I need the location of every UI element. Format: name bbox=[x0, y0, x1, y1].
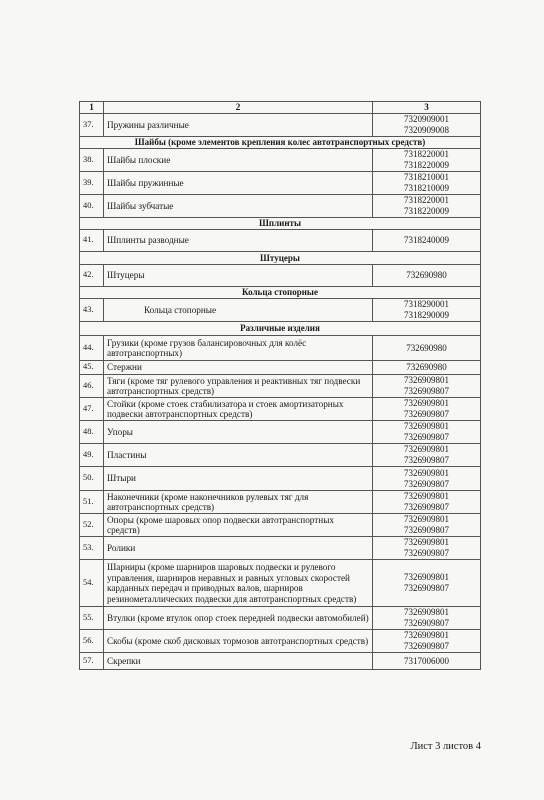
tn-ved-code: 732690980 bbox=[406, 342, 447, 353]
table-row bbox=[80, 375, 481, 398]
tn-ved-code: 7326909807 bbox=[404, 432, 449, 442]
tn-ved-codes bbox=[373, 514, 481, 537]
item-name: Скрепки bbox=[104, 653, 373, 670]
row-number: 47. bbox=[80, 398, 104, 421]
tn-ved-codes bbox=[373, 172, 481, 195]
tn-ved-code: 7318220001 bbox=[404, 149, 449, 159]
tn-ved-code: 7326909801 bbox=[404, 421, 449, 431]
tn-ved-codes bbox=[373, 230, 481, 252]
row-number: 42. bbox=[80, 265, 104, 287]
section-header-row bbox=[80, 252, 481, 265]
row-number: 41. bbox=[80, 230, 104, 252]
table-row bbox=[80, 299, 481, 322]
table-header-row bbox=[80, 102, 481, 114]
table-row bbox=[80, 421, 481, 444]
tn-ved-code: 7326909807 bbox=[404, 583, 449, 593]
table-row bbox=[80, 607, 481, 630]
tn-ved-code: 7320909008 bbox=[404, 125, 449, 135]
tn-ved-codes bbox=[373, 444, 481, 467]
table-row bbox=[80, 537, 481, 560]
item-name: Упоры bbox=[104, 421, 373, 444]
tn-ved-code: 7318220009 bbox=[404, 160, 449, 170]
item-name: Пластины bbox=[104, 444, 373, 467]
row-number: 48. bbox=[80, 421, 104, 444]
tn-ved-codes bbox=[373, 299, 481, 322]
tn-ved-code: 732690980 bbox=[406, 362, 447, 372]
section-title: Шплинты bbox=[80, 218, 481, 230]
item-name: Шайбы плоские bbox=[104, 149, 373, 172]
tn-ved-code: 7326909807 bbox=[404, 548, 449, 558]
tn-ved-code: 7326909807 bbox=[404, 409, 449, 419]
table-row bbox=[80, 149, 481, 172]
tn-ved-codes bbox=[373, 467, 481, 491]
tn-ved-code: 7320909001 bbox=[404, 114, 449, 124]
item-name: Тяги (кроме тяг рулевого управления и реактивных тяг подвески автотранспортных средств) bbox=[104, 375, 373, 398]
row-number: 45. bbox=[80, 361, 104, 375]
tn-ved-codes bbox=[373, 630, 481, 653]
tn-ved-code: 732690980 bbox=[406, 270, 447, 280]
table-row bbox=[80, 114, 481, 137]
row-number: 40. bbox=[80, 195, 104, 218]
section-title: Различные изделия bbox=[80, 322, 481, 336]
row-number: 49. bbox=[80, 444, 104, 467]
tn-ved-code: 7326909807 bbox=[404, 641, 449, 651]
item-name: Шарниры (кроме шарниров шаровых подвески и рулевого управления, шарниров неравных и равных угловых скоростей карданных передач и приводных валов, шарниров резинометаллических подвески для автотранспортных средств) bbox=[104, 560, 373, 607]
table-row bbox=[80, 560, 481, 607]
table-row bbox=[80, 230, 481, 252]
row-number: 51. bbox=[80, 491, 104, 514]
section-title: Шайбы (кроме элементов крепления колес автотранспортных средств) bbox=[80, 137, 481, 149]
row-number: 50. bbox=[80, 467, 104, 491]
tn-ved-code: 7326909807 bbox=[404, 386, 449, 396]
item-name: Шайбы зубчатые bbox=[104, 195, 373, 218]
tn-ved-code: 7326909807 bbox=[404, 525, 449, 535]
tn-ved-codes bbox=[373, 375, 481, 398]
row-number: 57. bbox=[80, 653, 104, 670]
tn-ved-codes bbox=[373, 149, 481, 172]
table-row bbox=[80, 653, 481, 670]
section-title: Кольца стопорные bbox=[80, 287, 481, 299]
item-name: Наконечники (кроме наконечников рулевых тяг для автотранспортных средств) bbox=[104, 491, 373, 514]
tn-ved-codes bbox=[373, 336, 481, 361]
item-name: Стержни bbox=[104, 361, 373, 375]
tn-ved-code: 7318210001 bbox=[404, 172, 449, 182]
row-number: 38. bbox=[80, 149, 104, 172]
tn-ved-code: 7326909807 bbox=[404, 455, 449, 465]
tn-ved-code: 7318210009 bbox=[404, 183, 449, 193]
table-row bbox=[80, 336, 481, 361]
table-row bbox=[80, 467, 481, 491]
row-number: 54. bbox=[80, 560, 104, 607]
header-col-3: 3 bbox=[373, 102, 481, 114]
tn-ved-code: 7317006000 bbox=[404, 655, 449, 666]
header-col-1: 1 bbox=[80, 102, 104, 114]
tn-ved-codes bbox=[373, 491, 481, 514]
tn-ved-code: 7326909801 bbox=[404, 375, 449, 385]
item-name: Стойки (кроме стоек стабилизатора и стоек амортизаторных подвески автотранспортных средств) bbox=[104, 398, 373, 421]
header-col-2: 2 bbox=[104, 102, 373, 114]
tn-ved-code: 7326909801 bbox=[404, 572, 449, 582]
tn-ved-code: 7326909801 bbox=[404, 514, 449, 524]
row-number: 52. bbox=[80, 514, 104, 537]
tn-ved-codes bbox=[373, 361, 481, 375]
tn-ved-code: 7318290009 bbox=[404, 310, 449, 320]
tn-ved-codes bbox=[373, 607, 481, 630]
tn-ved-code: 7326909801 bbox=[404, 444, 449, 454]
item-name: Грузики (кроме грузов балансировочных для колёс автотранспортных) bbox=[104, 336, 373, 361]
row-number: 56. bbox=[80, 630, 104, 653]
tn-ved-code: 7318220009 bbox=[404, 206, 449, 216]
item-name: Пружины различные bbox=[104, 114, 373, 137]
item-name: Опоры (кроме шаровых опор подвески автотранспортных средств) bbox=[104, 514, 373, 537]
tn-ved-code: 7326909801 bbox=[404, 467, 449, 478]
tn-ved-codes bbox=[373, 421, 481, 444]
table-row bbox=[80, 491, 481, 514]
row-number: 37. bbox=[80, 114, 104, 137]
row-number: 46. bbox=[80, 375, 104, 398]
tn-ved-codes bbox=[373, 265, 481, 287]
section-header-row bbox=[80, 287, 481, 299]
item-name: Штуцеры bbox=[104, 265, 373, 287]
item-name: Шплинты разводные bbox=[104, 230, 373, 252]
row-number: 43. bbox=[80, 299, 104, 322]
item-name: Скобы (кроме скоб дисковых тормозов автотранспортных средств) bbox=[104, 630, 373, 653]
product-code-table bbox=[79, 101, 481, 670]
tn-ved-codes bbox=[373, 537, 481, 560]
sheet-counter: Лист 3 листов 4 bbox=[410, 741, 481, 752]
item-name: Штыри bbox=[104, 467, 373, 491]
table-row bbox=[80, 172, 481, 195]
tn-ved-code: 7326909801 bbox=[404, 630, 449, 640]
tn-ved-code: 7318220001 bbox=[404, 195, 449, 205]
section-header-row bbox=[80, 137, 481, 149]
section-header-row bbox=[80, 218, 481, 230]
section-header-row bbox=[80, 322, 481, 336]
item-name: Ролики bbox=[104, 537, 373, 560]
table-row bbox=[80, 361, 481, 375]
tn-ved-code: 7326909807 bbox=[404, 502, 449, 512]
item-name: Шайбы пружинные bbox=[104, 172, 373, 195]
tn-ved-code: 7326909801 bbox=[404, 607, 449, 617]
row-number: 44. bbox=[80, 336, 104, 361]
table-row bbox=[80, 265, 481, 287]
tn-ved-codes bbox=[373, 114, 481, 137]
row-number: 53. bbox=[80, 537, 104, 560]
tn-ved-codes bbox=[373, 653, 481, 670]
table-row bbox=[80, 195, 481, 218]
tn-ved-code: 7318240009 bbox=[404, 235, 449, 245]
tn-ved-code: 7326909801 bbox=[404, 537, 449, 547]
row-number: 39. bbox=[80, 172, 104, 195]
table-row bbox=[80, 444, 481, 467]
tn-ved-code: 7318290001 bbox=[404, 299, 449, 309]
tn-ved-code: 7326909807 bbox=[404, 618, 449, 628]
tn-ved-code: 7326909807 bbox=[404, 478, 449, 489]
table-row bbox=[80, 514, 481, 537]
table-row bbox=[80, 398, 481, 421]
item-name: Кольца стопорные bbox=[104, 299, 373, 322]
section-title: Штуцеры bbox=[80, 252, 481, 265]
tn-ved-codes bbox=[373, 560, 481, 607]
item-name: Втулки (кроме втулок опор стоек передней подвески автомобилей) bbox=[104, 607, 373, 630]
table-row bbox=[80, 630, 481, 653]
row-number: 55. bbox=[80, 607, 104, 630]
tn-ved-codes bbox=[373, 195, 481, 218]
tn-ved-code: 7326909801 bbox=[404, 398, 449, 408]
tn-ved-codes bbox=[373, 398, 481, 421]
tn-ved-code: 7326909801 bbox=[404, 491, 449, 501]
